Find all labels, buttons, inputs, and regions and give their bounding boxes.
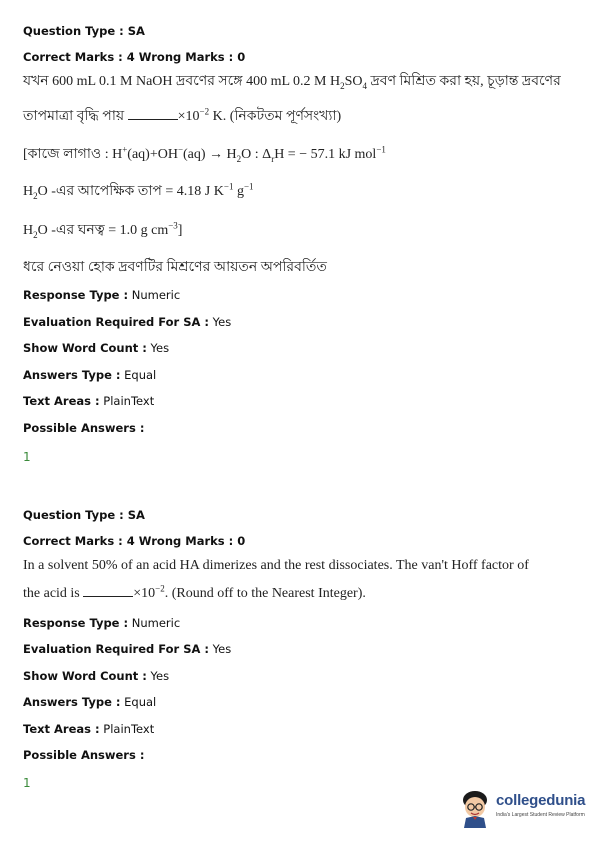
show-word-count: Show Word Count : Yes [23,669,170,683]
mascot-icon [458,788,494,828]
logo-wordmark: collegedunia [496,792,586,809]
question-text-line: যখন 600 mL 0.1 M NaOH দ্রবণের সঙ্গে 400 mL 0.2 M $H_2SO_4$ দ্রবণ মিশ্রিত করা হয়, চূড়ান্ত দ্রবণের [23,74,561,91]
marks-info: Correct Marks : 4 Wrong Marks : 0 [23,50,246,64]
answer-blank [83,584,133,597]
answers-type: Answers Type : Equal [23,368,157,382]
evaluation-required: Evaluation Required For SA : Yes [23,642,232,656]
question-text-line: In a solvent 50% of an acid HA dimerizes and the rest dissociates. The van't Hoff factor of [23,558,529,573]
possible-answer-value: 1 [23,450,31,464]
question-text-line: $H_2O$ -এর ঘনত্ব = 1.0 g $cm^{-3}$] [23,220,183,240]
question-text-line: $H_2O$ -এর আপেক্ষিক তাপ = 4.18 J $K^{-1}$ $g^{-1}$ [23,181,254,201]
marks-info: Correct Marks : 4 Wrong Marks : 0 [23,534,246,548]
text-areas: Text Areas : PlainText [23,722,155,736]
answer-blank [128,107,178,120]
collegedunia-logo [458,788,586,828]
possible-answers-label: Possible Answers : [23,421,145,435]
question-text-line: the acid is $\times 10^{-2}$. (Round off to the Nearest Integer). [23,583,366,601]
possible-answers-label: Possible Answers : [23,748,145,762]
text-areas: Text Areas : PlainText [23,394,155,408]
response-type: Response Type : Numeric [23,616,181,630]
question-text-line: [কাজে লাগাও : $H^+(aq)+OH^-(aq) \to H_2O$ : $\Delta_rH$ = − 57.1 kJ mol$^{-1}$ [23,144,386,164]
answers-type: Answers Type : Equal [23,695,157,709]
question-type: Question Type : SA [23,24,145,38]
logo-tagline: India's Largest Student Review Platform [496,812,585,818]
evaluation-required: Evaluation Required For SA : Yes [23,315,232,329]
question-text-line: তাপমাত্রা বৃদ্ধি পায় $\times 10^{-2}$ K. (নিকটতম পূর্ণসংখ্যা) [23,106,342,124]
response-type: Response Type : Numeric [23,288,181,302]
question-type: Question Type : SA [23,508,145,522]
show-word-count: Show Word Count : Yes [23,341,170,355]
possible-answer-value: 1 [23,776,31,790]
question-text-line: ধরে নেওয়া হোক দ্রবণটির মিশ্রণের আয়তন অপরিবর্তিত [23,260,327,275]
